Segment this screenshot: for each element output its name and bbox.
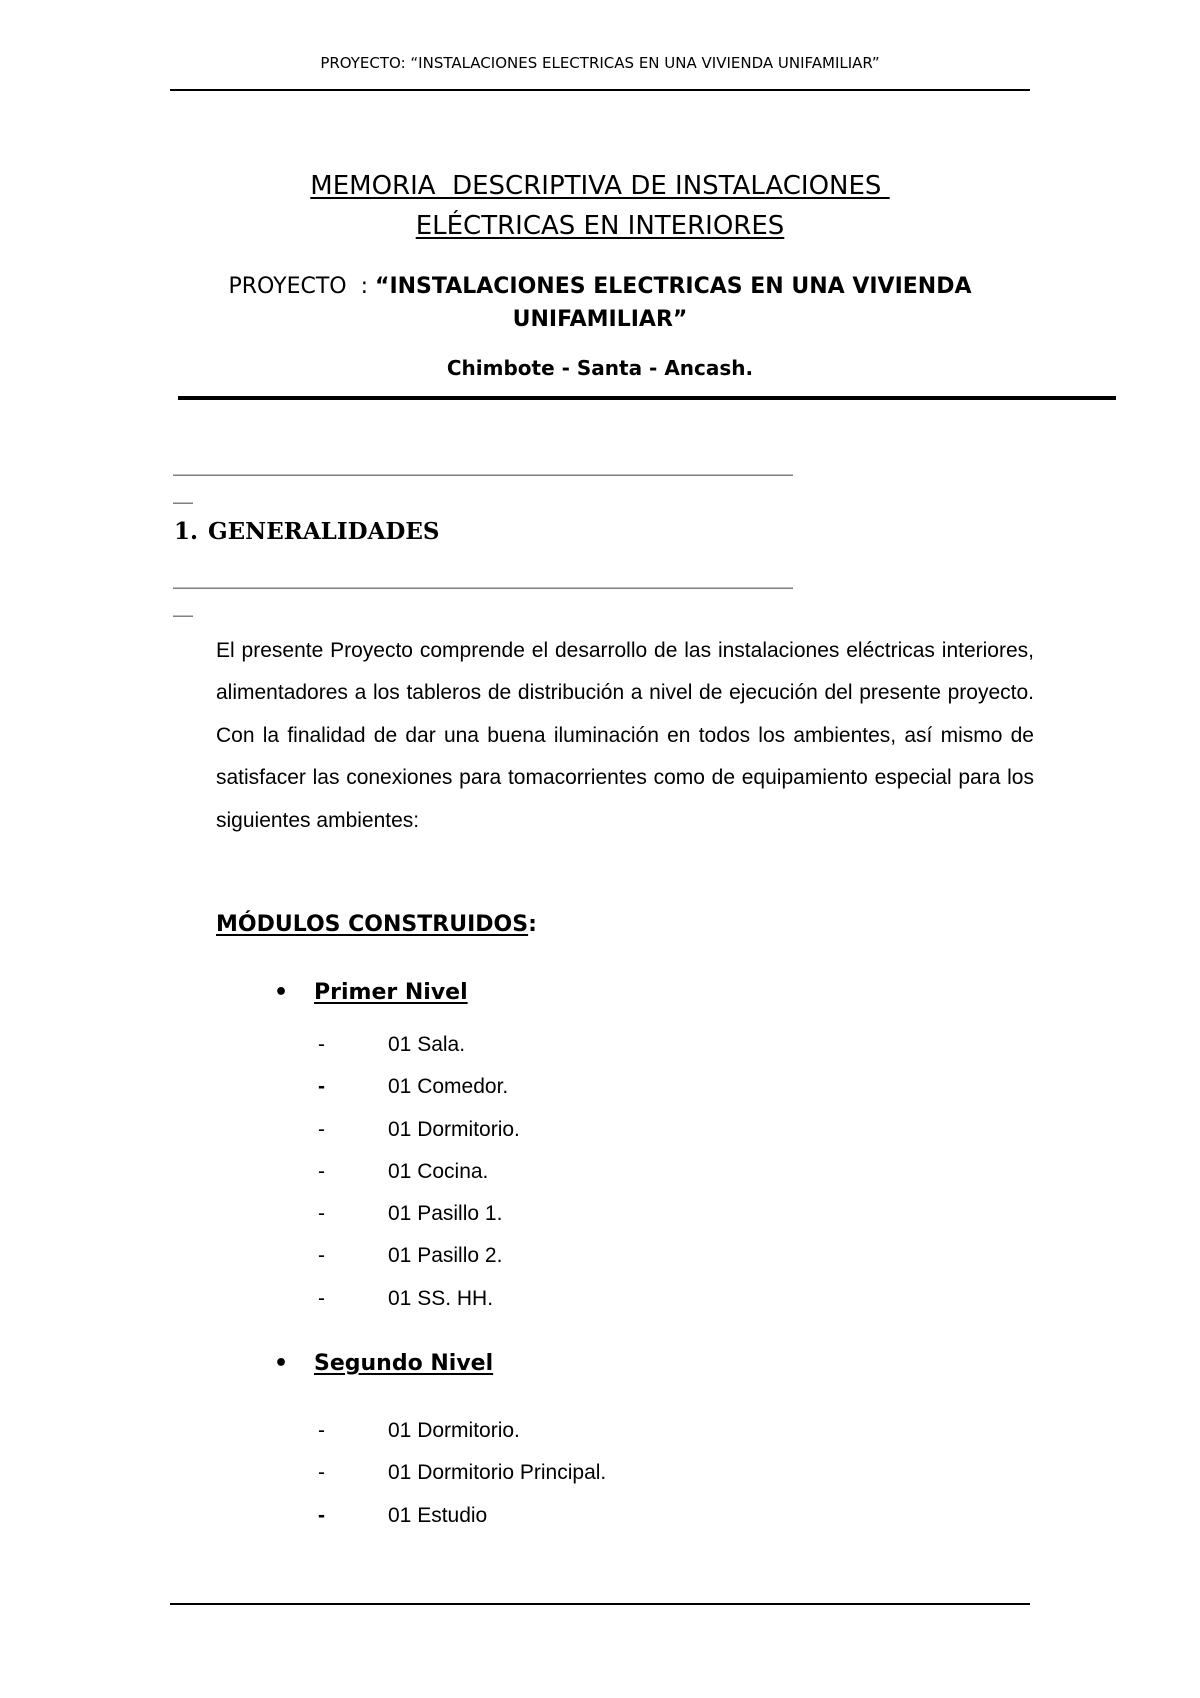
separator-line: ______________________________________________________________ [173, 565, 793, 589]
room-name: 01 Dormitorio Principal. [388, 1461, 607, 1485]
list-item [318, 1452, 606, 1494]
list-item [318, 1235, 520, 1277]
list-item [318, 1495, 606, 1537]
room-name: 01 Sala. [388, 1033, 466, 1056]
list-item [318, 1410, 606, 1452]
level-title: Segundo Nivel [314, 1351, 494, 1376]
project-line [180, 270, 1020, 336]
document-title-line-2: ELÉCTRICAS EN INTERIORES [415, 211, 785, 241]
project-value: “INSTALACIONES ELECTRICAS EN UNA VIVIENDA UNIFAMILIAR” [375, 274, 972, 332]
room-list-first-level [318, 1024, 520, 1320]
dash-marker: - [318, 1159, 325, 1183]
dash-marker: - [318, 1075, 325, 1099]
bullet-icon: • [274, 1351, 289, 1376]
bullet-icon: • [274, 980, 289, 1005]
list-item [318, 1278, 520, 1320]
section-heading [174, 518, 440, 545]
level-title: Primer Nivel [314, 980, 468, 1005]
room-name: 01 Cocina. [388, 1159, 489, 1183]
list-item [318, 1024, 520, 1066]
room-list-second-level [318, 1410, 606, 1537]
dash-marker: - [318, 1419, 325, 1442]
modules-heading-text: MÓDULOS CONSTRUIDOS [216, 912, 529, 937]
room-name: 01 Pasillo 1. [388, 1202, 503, 1226]
room-name: 01 Dormitorio. [388, 1419, 520, 1442]
section-title: GENERALIDADES [208, 518, 440, 545]
dash-marker: - [318, 1461, 325, 1485]
room-name: 01 Comedor. [388, 1075, 509, 1099]
running-header: PROYECTO: “INSTALACIONES ELECTRICAS EN UNA VIVIENDA UNIFAMILIAR” [320, 54, 880, 72]
room-name: 01 Dormitorio. [388, 1117, 520, 1141]
list-item [318, 1151, 520, 1193]
dash-marker: - [318, 1503, 325, 1527]
dash-marker: - [318, 1117, 325, 1141]
dash-marker: - [318, 1286, 325, 1310]
project-label: PROYECTO : [228, 274, 375, 299]
header-rule [170, 89, 1030, 91]
room-name: 01 Pasillo 2. [388, 1244, 503, 1268]
project-location: Chimbote - Santa - Ancash. [446, 356, 754, 380]
dash-marker: - [318, 1244, 325, 1268]
separator-line-tail: __ [173, 480, 193, 504]
dash-marker: - [318, 1033, 325, 1056]
section-number: 1. [174, 518, 199, 545]
room-name: 01 SS. HH. [388, 1286, 494, 1310]
modules-heading-colon: : [528, 912, 537, 937]
section-paragraph: El presente Proyecto comprende el desarrollo de las instalaciones eléctricas interiores, alimentadores a los tableros de distribución a nivel de ejecución del presente proyecto. Con la finalidad de dar una buena iluminación en todos los ambientes, así mismo de satisfacer las conexiones para tomacorrientes como de equipamiento especial para los siguientes ambientes: [216, 639, 1034, 832]
title-rule [178, 396, 1116, 400]
footer-rule [170, 1603, 1030, 1605]
dash-marker: - [318, 1202, 325, 1226]
document-title [170, 166, 1030, 246]
room-name: 01 Estudio [388, 1503, 488, 1527]
list-item [318, 1066, 520, 1108]
separator-line-tail: __ [173, 593, 193, 617]
modules-heading [216, 912, 537, 937]
document-title-line-1: MEMORIA DESCRIPTIVA DE INSTALACIONES [310, 171, 890, 201]
list-item [318, 1193, 520, 1235]
list-item [318, 1109, 520, 1151]
separator-line: ______________________________________________________________ [173, 452, 793, 476]
